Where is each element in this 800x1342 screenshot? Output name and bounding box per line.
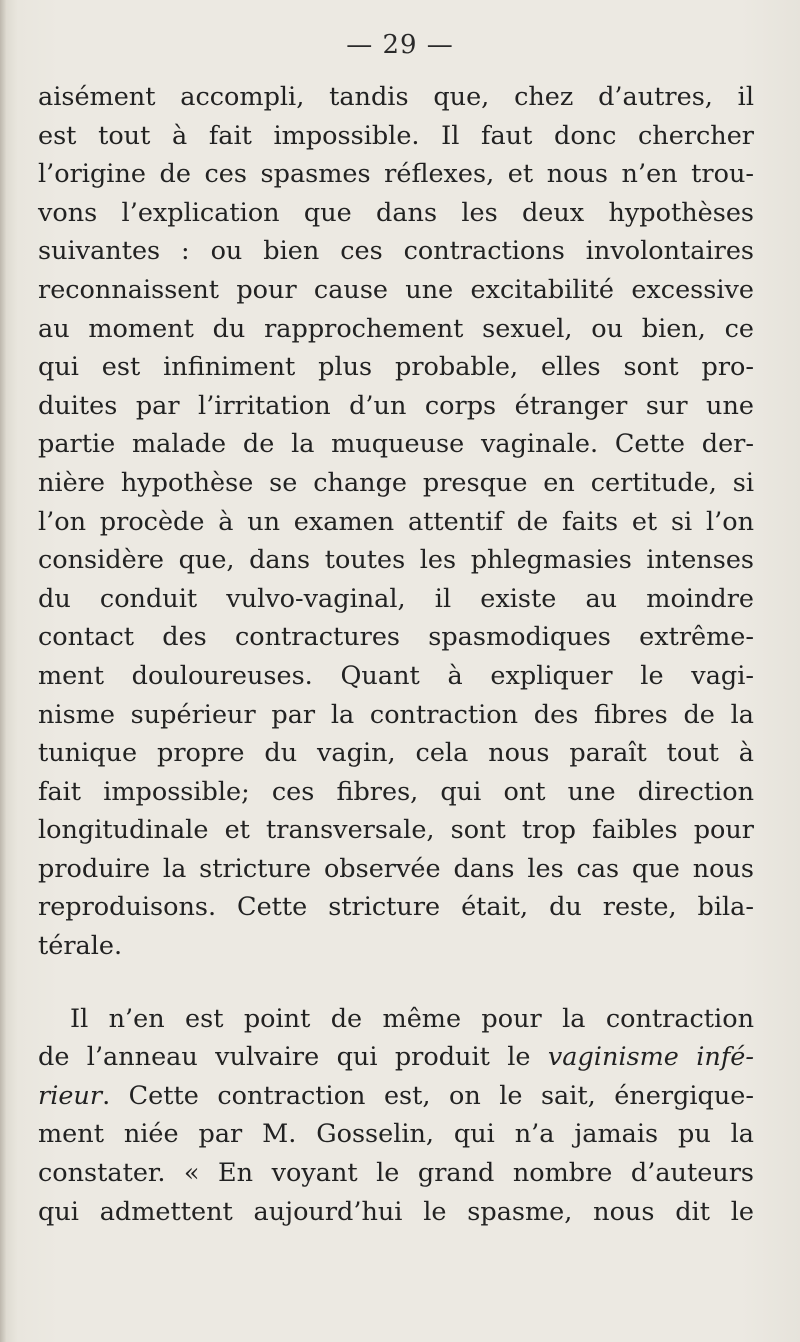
text-line: qui admettent aujourd’hui le spasme, nous dit le bbox=[38, 1196, 754, 1227]
text-run: . Cette contraction est, on le sait, énergique- bbox=[102, 1080, 754, 1111]
text-line bbox=[38, 1077, 754, 1116]
text-line: fait impossible; ces fibres, qui ont une direction bbox=[38, 776, 754, 807]
text-run: de l’anneau vulvaire qui produit le bbox=[38, 1042, 548, 1073]
paragraph-1 bbox=[38, 78, 754, 966]
text-line: considère que, dans toutes les phlegmasies intenses bbox=[38, 545, 754, 576]
text-line: ment niée par M. Gosselin, qui n’a jamais pu la bbox=[38, 1119, 754, 1150]
text-line: reproduisons. Cette stricture était, du reste, bila- bbox=[38, 892, 754, 923]
text-line: nière hypothèse se change presque en certitude, si bbox=[38, 467, 754, 498]
text-line: ment douloureuses. Quant à expliquer le vagi- bbox=[38, 660, 754, 691]
text-line: est tout à fait impossible. Il faut donc chercher bbox=[38, 120, 754, 151]
paragraph-gap bbox=[38, 966, 754, 1000]
paragraph-2 bbox=[38, 1000, 754, 1232]
text-line: Il n’en est point de même pour la contraction bbox=[70, 1003, 754, 1034]
text-line: contact des contractures spasmodiques extrême- bbox=[38, 622, 754, 653]
text-line: longitudinale et transversale, sont trop faibles pour bbox=[38, 815, 754, 846]
text-line: l’origine de ces spasmes réflexes, et nous n’en trou- bbox=[38, 159, 754, 190]
text-line: vons l’explication que dans les deux hypothèses bbox=[38, 197, 754, 228]
text-line: reconnaissent pour cause une excitabilité excessive bbox=[38, 274, 754, 305]
text-line bbox=[38, 1038, 754, 1077]
text-line: tunique propre du vagin, cela nous paraît tout à bbox=[38, 738, 754, 769]
text-line: térale. bbox=[38, 931, 123, 962]
text-line: suivantes : ou bien ces contractions involontaires bbox=[38, 236, 754, 267]
text-line: l’on procède à un examen attentif de faits et si l’on bbox=[38, 506, 754, 537]
text-line: produire la stricture observée dans les cas que nous bbox=[38, 853, 754, 884]
text-line: du conduit vulvo-vaginal, il existe au moindre bbox=[38, 583, 754, 614]
text-line: constater. « En voyant le grand nombre d’auteurs bbox=[38, 1158, 754, 1189]
text-line: partie malade de la muqueuse vaginale. Cette der- bbox=[38, 429, 754, 460]
italic-term: rieur bbox=[38, 1080, 103, 1111]
page-number: — 29 — bbox=[346, 30, 454, 60]
text-line: qui est infiniment plus probable, elles sont pro- bbox=[38, 352, 754, 383]
text-line: duites par l’irritation d’un corps étranger sur une bbox=[38, 390, 754, 421]
text-line: aisément accompli, tandis que, chez d’autres, il bbox=[38, 82, 754, 112]
body-text bbox=[38, 78, 754, 1231]
italic-term: vaginisme infé- bbox=[547, 1042, 754, 1073]
binding-edge bbox=[0, 0, 6, 1342]
text-line: nisme supérieur par la contraction des fibres de la bbox=[38, 699, 754, 730]
text-line: au moment du rapprochement sexuel, ou bien, ce bbox=[38, 313, 754, 344]
